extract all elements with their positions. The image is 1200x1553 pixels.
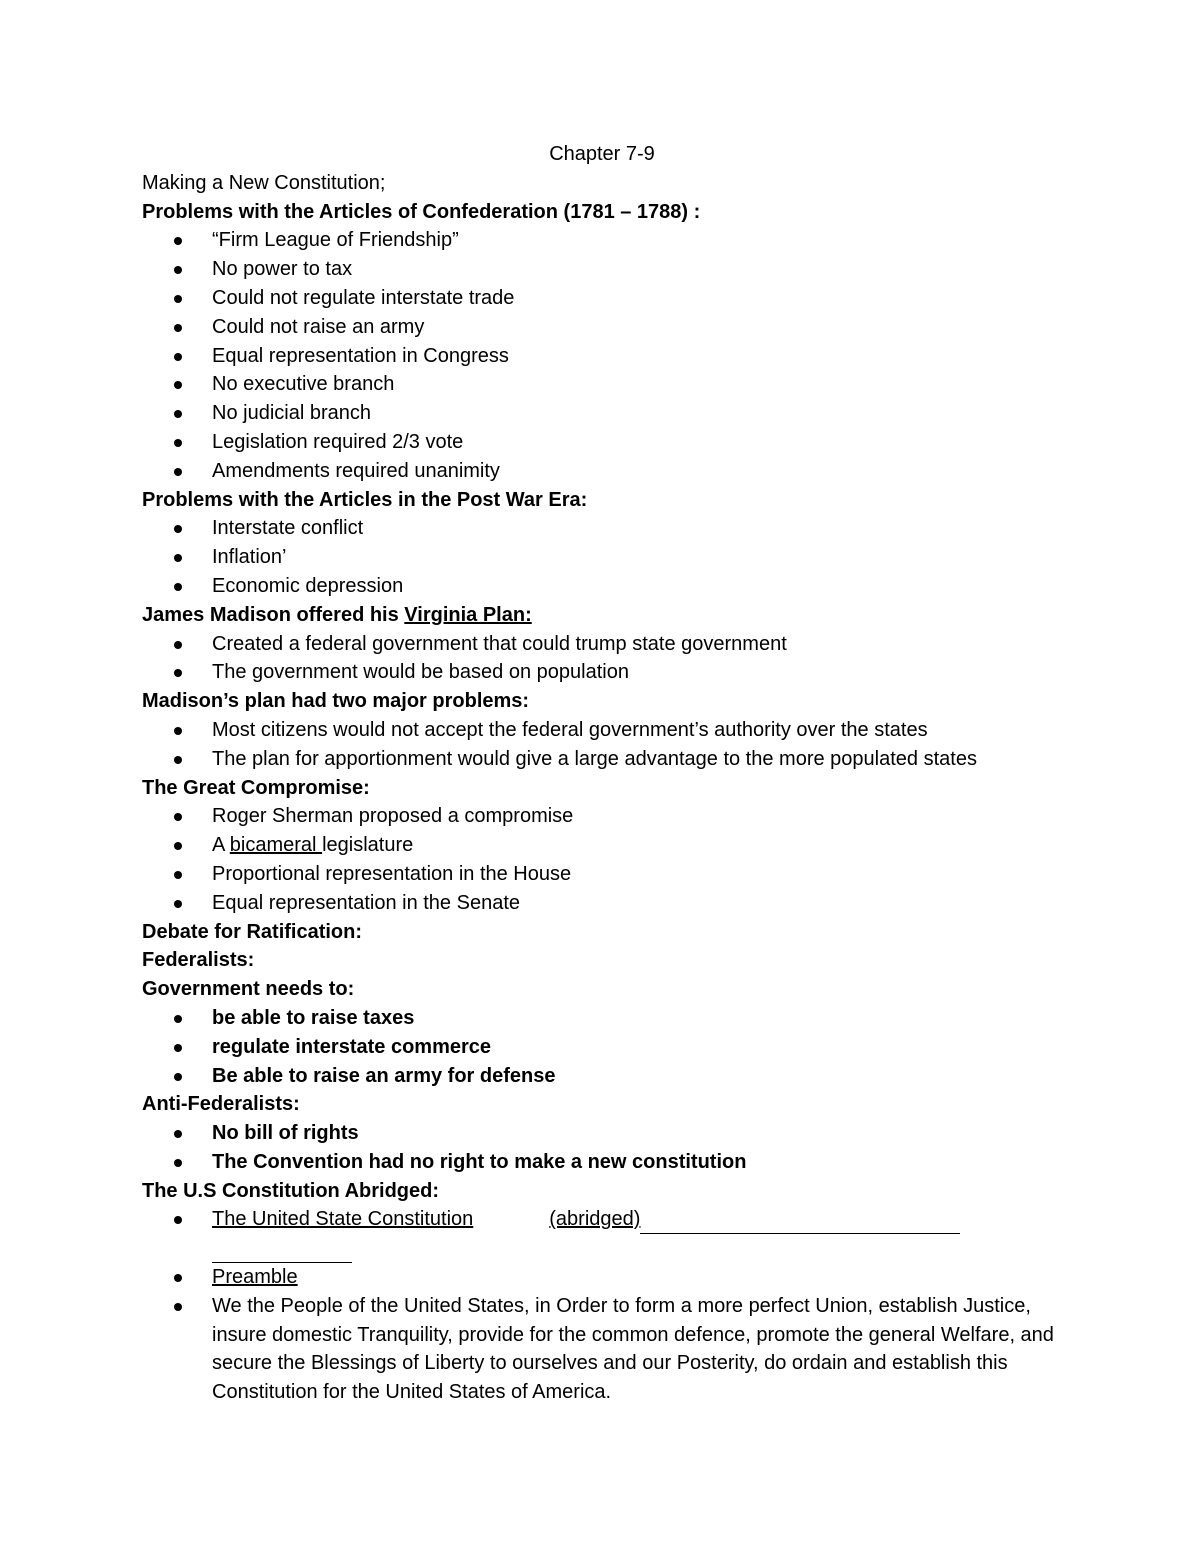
anti-federalists-heading: Anti-Federalists: — [142, 1093, 300, 1116]
federalists-heading: Federalists: — [142, 949, 255, 972]
list-item: No bill of rights — [142, 1119, 1062, 1148]
preamble-text-item — [142, 1292, 1062, 1407]
bullet-icon — [174, 1274, 182, 1282]
list-item: Interstate conflict — [142, 514, 1062, 543]
list-item: No executive branch — [142, 370, 1062, 399]
bullet-icon — [174, 1015, 182, 1023]
bullet-icon — [174, 525, 182, 533]
bullet-icon — [174, 554, 182, 562]
bullet-icon — [174, 468, 182, 476]
gov-needs-heading: Government needs to: — [142, 978, 355, 1001]
bicameral-term: bicameral — [229, 834, 323, 857]
list-item: A bicameral legislature — [142, 831, 1062, 860]
bullet-icon — [174, 353, 182, 361]
virginia-plan-label: Virginia Plan: — [404, 603, 532, 626]
list-item: Legislation required 2/3 vote — [142, 428, 1062, 457]
list-item: Inflation’ — [142, 543, 1062, 572]
bullet-icon — [174, 1130, 182, 1138]
preamble-label: Preamble — [212, 1266, 298, 1289]
list-item: “Firm League of Friendship” — [142, 226, 1062, 255]
underline-rule — [212, 1240, 352, 1263]
bullet-icon — [174, 1073, 182, 1081]
list-item: Equal representation in Congress — [142, 342, 1062, 371]
bullet-icon — [174, 727, 182, 735]
bullet-icon — [174, 237, 182, 245]
bullet-icon — [174, 1303, 182, 1311]
bullet-icon — [174, 900, 182, 908]
list-item — [142, 1205, 1062, 1234]
bullet-icon — [174, 756, 182, 764]
section-heading: Madison’s plan had two major problems: — [142, 690, 530, 713]
list-item: Amendments required unanimity — [142, 457, 1062, 486]
bullet-icon — [174, 439, 182, 447]
bullet-icon — [174, 871, 182, 879]
bullet-icon — [174, 813, 182, 821]
intro-line: Making a New Constitution; — [142, 171, 386, 194]
bullet-icon — [174, 324, 182, 332]
bullet-icon — [174, 1159, 182, 1167]
preamble-text: We the People of the United States, in Order to form a more perfect Union, establish Justice, insure domestic Tranquility, provide for the common defence, promote the general Welfare, and secure the Blessings of Liberty to ourselves and our Posterity, do ordain and establish this Constitution for the United States of America. — [212, 1294, 1054, 1404]
bullet-icon — [174, 410, 182, 418]
section-heading: Problems with the Articles in the Post War Era: — [142, 488, 588, 511]
list-item: Could not regulate interstate trade — [142, 284, 1062, 313]
list-item: No power to tax — [142, 255, 1062, 284]
bullet-icon — [174, 1216, 182, 1224]
document-title: Chapter 7-9 — [549, 143, 655, 165]
list-item: No judicial branch — [142, 399, 1062, 428]
list-item: The plan for apportionment would give a large advantage to the more populated states — [142, 745, 1062, 774]
list-item: regulate interstate commerce — [142, 1033, 1062, 1062]
list-item: Be able to raise an army for defense — [142, 1062, 1062, 1091]
bullet-icon — [174, 583, 182, 591]
list-item: be able to raise taxes — [142, 1004, 1062, 1033]
list-item: Roger Sherman proposed a compromise — [142, 802, 1062, 831]
abridged-heading: The U.S Constitution Abridged: — [142, 1179, 440, 1202]
bullet-icon — [174, 641, 182, 649]
bullet-icon — [174, 295, 182, 303]
document-page — [142, 140, 1062, 1407]
bullet-icon — [174, 669, 182, 677]
section-heading: James Madison offered his Virginia Plan: — [142, 603, 532, 626]
list-item: Equal representation in the Senate — [142, 889, 1062, 918]
list-item: Most citizens would not accept the federal government’s authority over the states — [142, 716, 1062, 745]
bullet-icon — [174, 266, 182, 274]
underline-continuation — [142, 1234, 1062, 1263]
list-item: Created a federal government that could trump state government — [142, 630, 1062, 659]
list-item: Economic depression — [142, 572, 1062, 601]
list-item — [142, 1263, 1062, 1292]
underline-rule — [640, 1211, 960, 1234]
section-heading: The Great Compromise: — [142, 776, 370, 799]
section-heading: Problems with the Articles of Confederation (1781 – 1788) : — [142, 200, 701, 223]
list-item: The Convention had no right to make a new constitution — [142, 1148, 1062, 1177]
debate-heading: Debate for Ratification: — [142, 920, 363, 943]
constitution-title: The United State Constitution — [212, 1208, 474, 1231]
abridged-label: (abridged) — [549, 1208, 641, 1231]
bullet-icon — [174, 1044, 182, 1052]
bullet-icon — [174, 842, 182, 850]
bullet-icon — [174, 381, 182, 389]
list-item: Proportional representation in the House — [142, 860, 1062, 889]
list-item: Could not raise an army — [142, 313, 1062, 342]
list-item: The government would be based on population — [142, 658, 1062, 687]
